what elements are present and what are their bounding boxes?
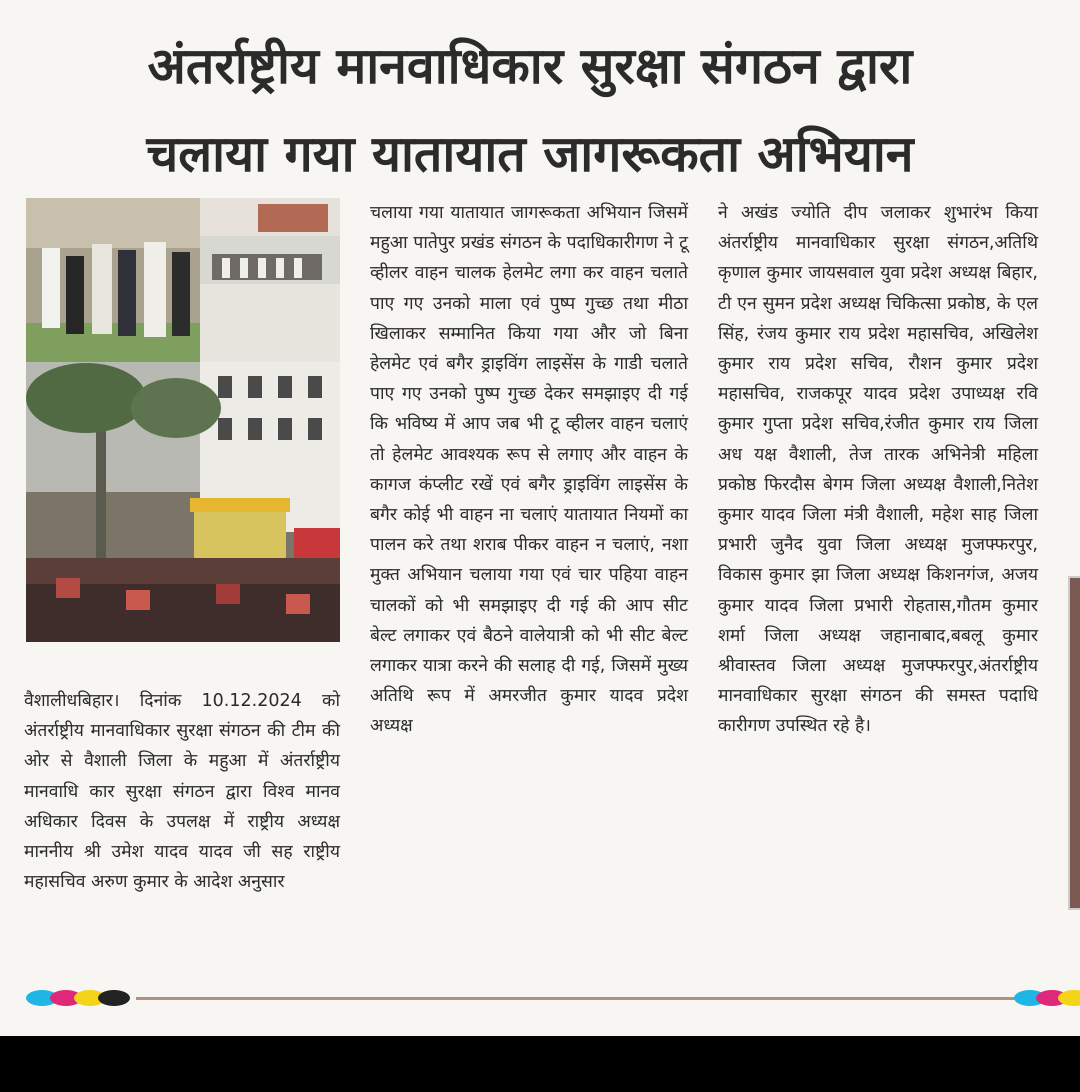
article-column-1 [24, 686, 340, 897]
adjacent-column-edge [1062, 0, 1080, 1000]
bottom-rule [136, 997, 1016, 1000]
article-paragraph: ने अखंड ज्योति दीप जलाकर शुभारंभ किया अंतर्राष्ट्रीय मानवाधिकार सुरक्षा संगठन,अतिथि कृणाल कुमार जायसवाल युवा प्रदेश अध्यक्ष बिहार, टी एन सुमन प्रदेश अध्यक्ष चिकित्सा प्रकोष्ठ, के एल सिंह, रंजय कुमार राय प्रदेश महासचिव, अखिलेश कुमार राय प्रदेश सचिव, रौशन कुमार प्रदेश महासचिव, राजकपूर यादव प्रदेश उपाध्यक्ष रवि कुमार गुप्ता प्रदेश सचिव,रंजीत कुमार राय जिला अध यक्ष वैशाली, तेज तारक अभिनेत्री महिला प्रकोष्ठ फिरदौस बेगम जिला अध्यक्ष वैशाली,नितेश कुमार यादव जिला मंत्री वैशाली, महेश साह जिला प्रभारी जुनैद युवा जिला अध्यक्ष मुजफ्फरपुर, विकास कुमार झा जिला अध्यक्ष किशनगंज, अजय कुमार यादव जिला प्रभारी रोहतास,गौतम कुमार शर्मा जिला अध्यक्ष जहानाबाद,बबलू कुमार श्रीवास्तव जिला अध्यक्ष मुजफ्फरपुर,अंतर्राष्ट्रीय मानवाधिकार सुरक्षा संगठन की समस्त पदाधि कारीगण उपस्थित रहे है। [718, 203, 1038, 737]
article-column-3 [718, 198, 1038, 742]
headline-line-2: चलाया गया यातायात जागरूकता अभियान [146, 125, 914, 183]
news-photo-collage [26, 198, 340, 642]
registration-marks-left [26, 990, 136, 1008]
adjacent-photo-edge [1068, 576, 1080, 910]
article-column-2 [370, 198, 688, 742]
headline-line-1: अंतर्राष्ट्रीय मानवाधिकार सुरक्षा संगठन द्वारा [147, 37, 913, 95]
article-paragraph: चलाया गया यातायात जागरूकता अभियान जिसमें महुआ पातेपुर प्रखंड संगठन के पदाधिकारीगण ने टू व्हीलर वाहन चालक हेलमेट लगा कर वाहन चलाते पाए गए उनको माला एवं पुष्प गुच्छ तथा मीठा खिलाकर सम्मानित किया गया और जो बिना हेलमेट एवं बगैर ड्राइविंग लाइसेंस के गाडी चलाते पाए गए उनको पुष्प गुच्छ देकर समझाइए दी गई कि भविष्य में आप जब भी टू व्हीलर वाहन चलाएं तो हेलमेट आवश्यक रूप से लगाए और वाहन के कागज कंप्लीट रखें एवं बगैर ड्राइविंग लाइसेंस के बगैर कोई भी वाहन ना चलाएं यातायात नियमों का पालन करे तथा शराब पीकर वाहन न चलाएं, नशा मुक्त अभियान चलाया गया एवं चार पहिया वाहन चालकों को भी समझाइए दी गई की आप सीट बेल्ट लगाकर एवं बैठने वालेयात्री को भी सीट बेल्ट लगाकर यात्रा करने की सलाह दी गई, जिसमें मुख्य अतिथि रूप में अमरजीत कुमार यादव प्रदेश अध्यक्ष [370, 203, 688, 737]
registration-dot [98, 990, 130, 1006]
article-paragraph: वैशालीधबिहार। दिनांक 10.12.2024 को अंतर्राष्ट्रीय मानवाधिकार सुरक्षा संगठन की टीम की ओर से वैशाली जिला के महुआ में अंतर्राष्ट्रीय मानवाधि कार सुरक्षा संगठन द्वारा विश्व मानव अधिकार दिवस के उपलक्ष में राष्ट्रीय अध्यक्ष माननीय श्री उमेश यादव यादव जी सह राष्ट्रीय महासचिव अरुण कुमार के आदेश अनुसार [24, 691, 340, 893]
previous-page-strip [0, 0, 1060, 12]
registration-marks-right [1014, 990, 1080, 1008]
photo-collage-drawing [26, 198, 340, 642]
headline [20, 22, 1040, 198]
black-bottom-band [0, 1036, 1080, 1092]
